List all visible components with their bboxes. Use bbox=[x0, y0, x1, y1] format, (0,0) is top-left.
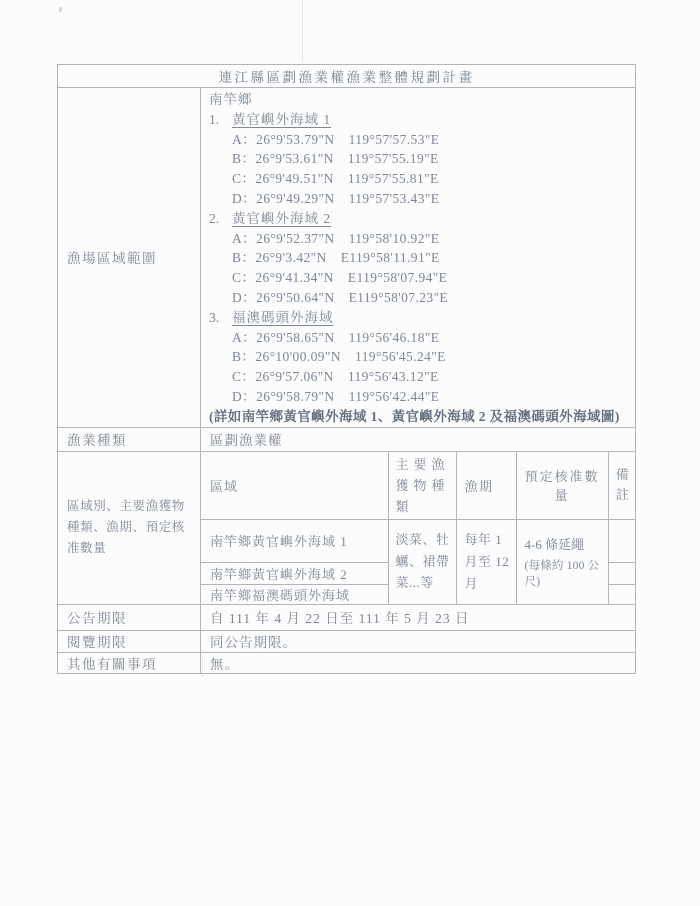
scan-line-artifact bbox=[302, 0, 303, 62]
catch-table-row-1 bbox=[201, 519, 636, 562]
zone-2-point-a bbox=[209, 229, 629, 249]
zone-1-point-c bbox=[209, 169, 629, 189]
point-id: B bbox=[232, 349, 242, 365]
point-id: A bbox=[232, 230, 243, 246]
latitude: 26°9'3.42"N bbox=[255, 250, 327, 266]
zone-2-point-b bbox=[209, 248, 629, 268]
zone-2-name: 黃官嶼外海域 2 bbox=[232, 210, 332, 226]
colon: ： bbox=[241, 250, 256, 266]
latitude: 26°9'58.79"N bbox=[256, 388, 335, 404]
other-matters-value: 無。 bbox=[201, 652, 636, 673]
area-cell-3: 南竿鄉福澳碼頭外海域 bbox=[201, 584, 388, 604]
longitude: 119°57'55.19"E bbox=[347, 151, 439, 167]
area-cell-1: 南竿鄉黃官嶼外海域 1 bbox=[201, 519, 388, 562]
note-cell-3 bbox=[608, 584, 636, 604]
colon: ： bbox=[241, 270, 256, 286]
colon: ： bbox=[242, 131, 257, 147]
latitude: 26°9'53.61"N bbox=[255, 151, 334, 167]
species-cell: 淡菜、牡蠣、裙帶菜...等 bbox=[388, 519, 456, 604]
catch-table-header-row bbox=[201, 452, 636, 520]
header-quantity: 預定核准數量 bbox=[516, 452, 608, 520]
zone-3-number: 3. bbox=[209, 309, 220, 325]
zone-3-point-a bbox=[209, 328, 629, 348]
header-season: 漁期 bbox=[456, 452, 516, 520]
review-row bbox=[58, 630, 636, 652]
point-id: C bbox=[232, 171, 242, 187]
header-note: 備註 bbox=[608, 452, 636, 520]
label-fishery-type: 漁業種類 bbox=[58, 427, 201, 451]
title-row bbox=[58, 65, 636, 88]
zone-1-name: 黃官嶼外海域 1 bbox=[232, 111, 332, 127]
label-fishing-area-range: 漁場區域範圍 bbox=[58, 88, 201, 428]
zone-1-point-a bbox=[209, 130, 629, 150]
zone-1-number: 1. bbox=[209, 111, 220, 127]
point-id: D bbox=[232, 289, 243, 305]
zone-1-point-d bbox=[209, 189, 629, 209]
header-area: 區域 bbox=[201, 452, 388, 520]
longitude: E119°58'07.23"E bbox=[348, 289, 449, 305]
longitude: 119°57'57.53"E bbox=[348, 131, 440, 147]
colon: ： bbox=[242, 388, 257, 404]
point-id: C bbox=[232, 270, 242, 286]
category-row bbox=[58, 451, 636, 604]
point-id: D bbox=[232, 388, 243, 404]
quantity-sub: (每條約 100 公尺) bbox=[524, 560, 600, 589]
latitude: 26°10'00.09"N bbox=[255, 349, 341, 365]
catch-table-cell bbox=[201, 451, 636, 604]
zone-1-point-b bbox=[209, 149, 629, 169]
zone-2-number: 2. bbox=[209, 210, 220, 226]
latitude: 26°9'49.29"N bbox=[256, 190, 335, 206]
review-period-value: 同公告期限。 bbox=[201, 630, 636, 652]
label-other-matters: 其他有關事項 bbox=[58, 652, 201, 673]
longitude: E119°58'11.91"E bbox=[340, 250, 440, 266]
zone-3-point-c bbox=[209, 367, 629, 387]
longitude: 119°56'45.24"E bbox=[354, 349, 446, 365]
area-cell-2: 南竿鄉黃官嶼外海域 2 bbox=[201, 562, 388, 584]
latitude: 26°9'58.65"N bbox=[256, 329, 335, 345]
label-announcement-period: 公告期限 bbox=[58, 604, 201, 630]
note-cell-2 bbox=[608, 562, 636, 584]
zone-1-title bbox=[209, 110, 629, 130]
point-id: A bbox=[232, 329, 243, 345]
point-id: B bbox=[232, 151, 242, 167]
zone-2-point-c bbox=[209, 268, 629, 288]
fishing-area-row bbox=[58, 88, 636, 428]
longitude: 119°58'10.92"E bbox=[348, 230, 440, 246]
other-matters-row bbox=[58, 652, 636, 673]
colon: ： bbox=[241, 369, 256, 385]
latitude: 26°9'57.06"N bbox=[255, 369, 334, 385]
point-id: D bbox=[232, 190, 243, 206]
header-species: 主要漁獲物種類 bbox=[388, 452, 456, 520]
latitude: 26°9'50.64"N bbox=[256, 289, 335, 305]
latitude: 26°9'52.37"N bbox=[256, 230, 335, 246]
quantity-main: 4-6 條延繩 bbox=[524, 537, 585, 553]
township-name: 南竿鄉 bbox=[209, 92, 253, 107]
season-cell: 每年 1 月至 12 月 bbox=[456, 519, 516, 604]
zone-3-point-b bbox=[209, 347, 629, 367]
longitude: 119°57'55.81"E bbox=[347, 171, 439, 187]
longitude: 119°56'43.12"E bbox=[347, 369, 439, 385]
colon: ： bbox=[242, 329, 257, 345]
point-id: C bbox=[232, 369, 242, 385]
latitude: 26°9'41.34"N bbox=[255, 270, 334, 286]
longitude: 119°56'42.44"E bbox=[348, 388, 440, 404]
longitude: E119°58'07.94"E bbox=[347, 270, 448, 286]
fishery-type-value: 區劃漁業權 bbox=[201, 427, 636, 451]
zone-3-name: 福澳碼頭外海域 bbox=[232, 309, 334, 325]
zone-3-title bbox=[209, 308, 629, 328]
longitude: 119°56'46.18"E bbox=[348, 329, 440, 345]
note-cell-1 bbox=[608, 519, 636, 562]
plan-table bbox=[57, 64, 636, 674]
point-id: B bbox=[232, 250, 242, 266]
zone-3-point-d bbox=[209, 387, 629, 407]
announcement-row bbox=[58, 604, 636, 630]
colon: ： bbox=[241, 349, 256, 365]
quantity-cell bbox=[516, 519, 608, 604]
announcement-period-value: 自 111 年 4 月 22 日至 111 年 5 月 23 日 bbox=[201, 604, 636, 630]
colon: ： bbox=[242, 230, 257, 246]
scan-speck bbox=[58, 7, 62, 13]
fishery-type-row bbox=[58, 427, 636, 451]
colon: ： bbox=[242, 190, 257, 206]
catch-table bbox=[201, 452, 636, 604]
fishing-area-content bbox=[201, 88, 636, 428]
document-title: 連江縣區劃漁業權漁業整體規劃計畫 bbox=[58, 65, 636, 88]
zone-2-point-d bbox=[209, 288, 629, 308]
longitude: 119°57'53.43"E bbox=[348, 190, 440, 206]
latitude: 26°9'53.79"N bbox=[256, 131, 335, 147]
map-reference-note: (詳如南竿鄉黃官嶼外海域 1、黃官嶼外海域 2 及福澳碼頭外海域圖) bbox=[209, 408, 620, 424]
label-category: 區域別、主要漁獲物種類、漁期、預定核准數量 bbox=[58, 451, 201, 604]
colon: ： bbox=[241, 171, 256, 187]
zone-2-title bbox=[209, 209, 629, 229]
colon: ： bbox=[242, 289, 257, 305]
point-id: A bbox=[232, 131, 243, 147]
label-review-period: 閱覽期限 bbox=[58, 630, 201, 652]
colon: ： bbox=[241, 151, 256, 167]
latitude: 26°9'49.51"N bbox=[255, 171, 334, 187]
